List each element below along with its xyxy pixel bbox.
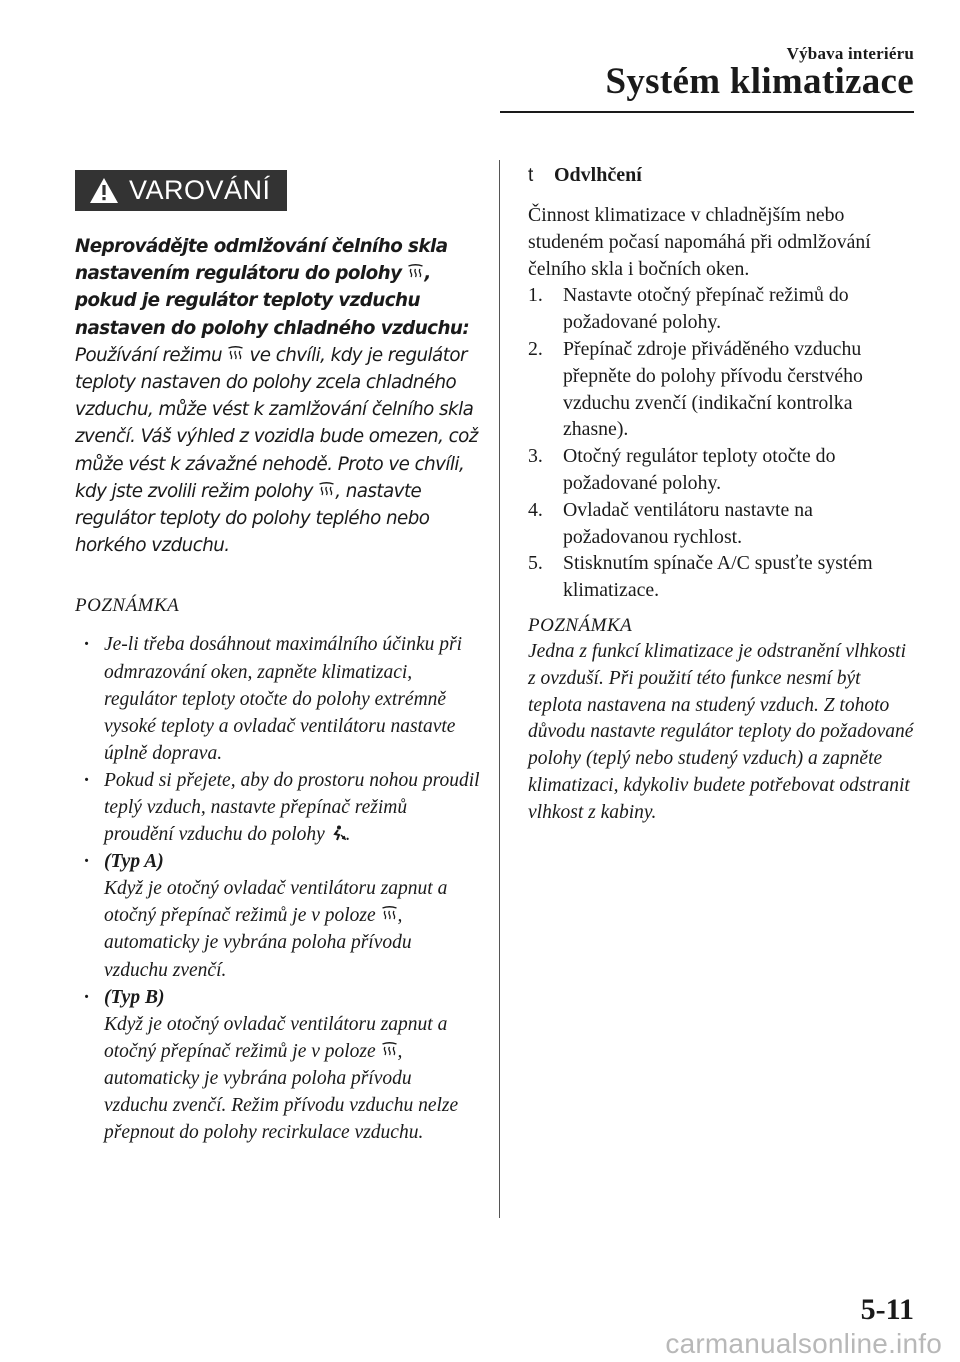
warning-lead-text-2: , pokud je regulátor teploty vzduchu nastaven do polohy chladného vzduchu: <box>75 263 470 339</box>
list-item <box>75 848 480 983</box>
note-list-left <box>75 631 480 1146</box>
section-intro: Činnost klimatizace v chladnějším nebo studeném počasí napomáhá při odmlžování čelního skla i bočních oken. <box>528 204 871 280</box>
list-item <box>528 550 918 604</box>
note-item-text-2: , automaticky je vybrána poloha přívodu vzduchu zvenčí. <box>104 905 412 981</box>
note-item-text-2: , automaticky je vybrána poloha přívodu vzduchu zvenčí. Režim přívodu vzduchu nelze přepnout do polohy recirkulace vzduchu. <box>104 1040 459 1144</box>
windshield-defrost-icon <box>381 1042 398 1058</box>
windshield-defrost-icon <box>227 346 244 362</box>
section-heading-text: Odvlhčení <box>554 164 642 186</box>
right-column <box>528 160 918 827</box>
warning-lead <box>75 233 480 342</box>
list-item <box>528 443 918 497</box>
list-item <box>528 336 918 443</box>
note-title-left: POZNÁMKA <box>75 595 180 617</box>
foot-airflow-icon <box>330 825 346 842</box>
step-text: Stisknutím spínače A/C spusťte systém klimatizace. <box>563 552 873 602</box>
section-heading <box>528 160 918 190</box>
warning-triangle-icon <box>89 177 119 204</box>
header-rule <box>500 111 914 113</box>
section-marker: t <box>528 165 534 186</box>
steps-list <box>528 282 918 604</box>
list-item <box>75 984 480 1147</box>
list-item <box>528 497 918 551</box>
step-number: 1. <box>528 284 543 307</box>
step-number: 4. <box>528 498 543 521</box>
step-number: 3. <box>528 445 543 468</box>
note-text-right: Jedna z funkcí klimatizace je odstranění vlhkosti z ovzduší. Při použití této funkce nesmí být teplota nastavena na studený vzduch. Z tohoto důvodu nastavte regulátor teploty do požadované polohy (teplý nebo studený vzduch) a zapněte klimatizaci, kdykoliv budete potřebovat odstranit vlhkost z kabiny. <box>528 640 914 823</box>
warning-lead-text: Neprovádějte odmlžování čelního skla nastavením regulátoru do polohy <box>75 236 448 285</box>
step-text: Nastavte otočný přepínač režimů do požadované polohy. <box>563 284 849 334</box>
page-number: 5-11 <box>860 1293 914 1326</box>
note-item-text: Když je otočný ovladač ventilátoru zapnut a otočný přepínač režimů je v poloze <box>104 1013 448 1062</box>
windshield-defrost-icon <box>407 264 424 280</box>
note-item-text: Když je otočný ovladač ventilátoru zapnut a otočný přepínač režimů je v poloze <box>104 878 448 927</box>
step-text: Otočný regulátor teploty otočte do požadované polohy. <box>563 445 836 494</box>
list-item <box>528 282 918 336</box>
header-section: Výbava interiéru <box>786 44 914 63</box>
page-title: Systém klimatizace <box>605 61 914 102</box>
step-text: Přepínač zdroje přiváděného vzduchu přepněte do polohy přívodu čerstvého vzduchu zvenčí (indikační kontrolka zhasne). <box>563 337 863 441</box>
warning-body-text-3: , nastavte regulátor teploty do polohy teplého nebo horkého vzduchu. <box>75 480 430 557</box>
warning-label: VAROVÁNÍ <box>129 175 271 205</box>
windshield-defrost-icon <box>318 482 335 498</box>
watermark: carmanualsonline.info <box>665 1328 942 1359</box>
note-type-label: · (Typ B) <box>104 986 165 1008</box>
list-item <box>75 631 480 766</box>
warning-banner <box>75 170 287 211</box>
left-column <box>75 170 480 1146</box>
note-item-text-end: . <box>345 824 351 846</box>
windshield-defrost-icon <box>381 906 398 922</box>
warning-body-text: Používání režimu <box>75 344 228 366</box>
step-number: 2. <box>528 337 543 360</box>
column-divider <box>499 160 500 1218</box>
note-type-label: · (Typ A) <box>104 851 164 873</box>
step-text: Ovladač ventilátoru nastavte na požadovanou rychlost. <box>563 498 813 548</box>
note-item-text: Je-li třeba dosáhnout maximálního účinku při odmrazování oken, zapněte klimatizaci, regulátor teploty otočte do polohy extrémně vysoké teploty a ovladač ventilátoru nastavte úplně doprava. <box>104 634 462 764</box>
warning-body-text-2: ve chvíli, kdy je regulátor teploty nastaven do polohy zcela chladného vzduchu, může vést k zamlžování čelního skla zvenčí. Váš výhled z vozidla bude omezen, což může vést k závažné nehodě. Proto ve chvíli, kdy jste zvolili režim polohy <box>75 344 478 502</box>
list-item <box>75 767 480 848</box>
step-number: 5. <box>528 552 543 575</box>
note-title-right: POZNÁMKA <box>528 614 633 636</box>
note-item-text: Pokud si přejete, aby do prostoru nohou proudil teplý vzduch, nastavte přepínač režimů proudění vzduchu do polohy <box>104 769 480 846</box>
warning-body <box>75 342 480 560</box>
warning-text <box>75 233 480 559</box>
